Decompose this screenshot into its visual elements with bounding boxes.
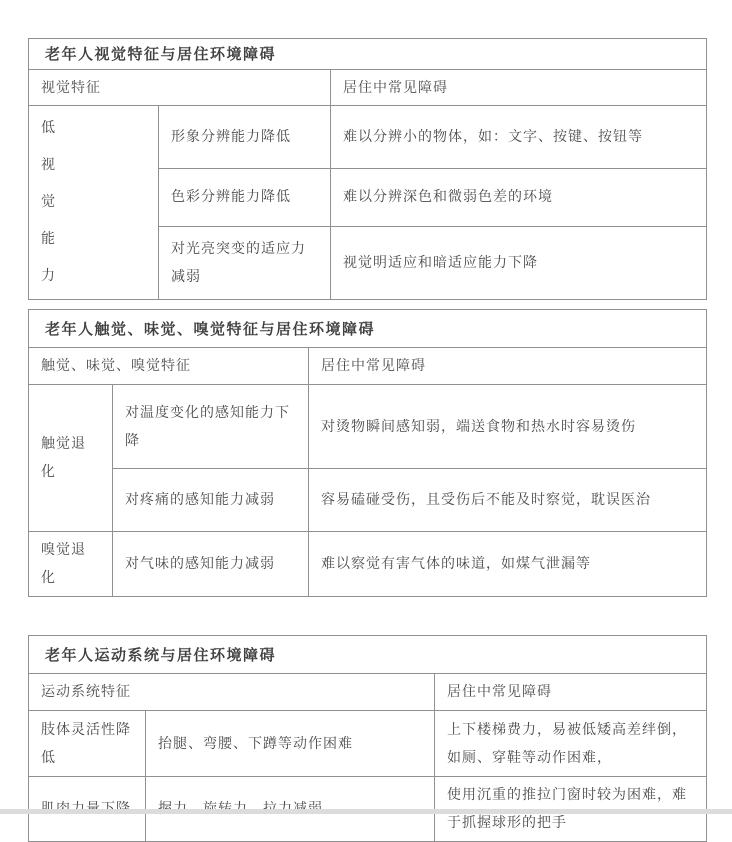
- group-label-cell: 嗅觉退化: [29, 532, 113, 597]
- feature-cell: 色彩分辨能力降低: [159, 168, 331, 226]
- obstacle-cell: 难以察觉有害气体的味道，如煤气泄漏等: [309, 532, 707, 597]
- table-row: [29, 469, 707, 532]
- obstacle-cell: 容易磕碰受伤，且受伤后不能及时察觉，耽误医治: [309, 469, 707, 532]
- obstacle-cell: 难以分辨深色和微弱色差的环境: [331, 168, 707, 226]
- feature-cell: 对气味的感知能力减弱: [113, 532, 309, 597]
- feature-header-cell: 视觉特征: [29, 70, 331, 106]
- table-title: 老年人触觉、味觉、嗅觉特征与居住环境障碍: [29, 310, 707, 348]
- table-title: 老年人运动系统与居住环境障碍: [29, 636, 707, 674]
- group-label-cell: 肢体灵活性降低: [29, 711, 146, 777]
- table-row: [29, 385, 707, 469]
- feature-cell: 对光亮突变的适应力减弱: [159, 227, 331, 300]
- page-bottom-edge: [0, 809, 732, 814]
- table-vision-characteristics: [28, 38, 707, 300]
- group-label-cell: 触觉退化: [29, 385, 113, 532]
- table-row: [29, 348, 707, 385]
- feature-cell: 形象分辨能力降低: [159, 106, 331, 169]
- obstacle-cell: 使用沉重的推拉门窗时较为困难，难于抓握球形的把手: [435, 777, 707, 842]
- obstacle-header-cell: 居住中常见障碍: [331, 70, 707, 106]
- table-row: [29, 674, 707, 711]
- feature-cell: 对疼痛的感知能力减弱: [113, 469, 309, 532]
- group-label-cell: [29, 106, 159, 300]
- obstacle-cell: 视觉明适应和暗适应能力下降: [331, 227, 707, 300]
- obstacle-header-cell: 居住中常见障碍: [435, 674, 707, 711]
- table-row: [29, 532, 707, 597]
- obstacle-cell: 难以分辨小的物体，如：文字、按键、按钮等: [331, 106, 707, 169]
- feature-header-cell: 触觉、味觉、嗅觉特征: [29, 348, 309, 385]
- feature-header-cell: 运动系统特征: [29, 674, 435, 711]
- obstacle-header-cell: 居住中常见障碍: [309, 348, 707, 385]
- feature-cell: 对温度变化的感知能力下降: [113, 385, 309, 469]
- obstacle-cell: 对烫物瞬间感知弱，端送食物和热水时容易烫伤: [309, 385, 707, 469]
- feature-cell: 抬腿、弯腰、下蹲等动作困难: [146, 711, 435, 777]
- table-row: [29, 70, 707, 106]
- obstacle-cell: 上下楼梯费力，易被低矮高差绊倒，如厕、穿鞋等动作困难，: [435, 711, 707, 777]
- table-gap: [28, 597, 706, 635]
- table-row: [29, 106, 707, 169]
- table-row: [29, 711, 707, 777]
- table-gap: [28, 300, 706, 309]
- group-label-vertical: 低视觉能力: [41, 120, 56, 284]
- table-title: 老年人视觉特征与居住环境障碍: [29, 39, 707, 70]
- table-row: [29, 310, 707, 348]
- table-touch-taste-smell-characteristics: [28, 309, 707, 597]
- table-row: [29, 39, 707, 70]
- table-row: [29, 636, 707, 674]
